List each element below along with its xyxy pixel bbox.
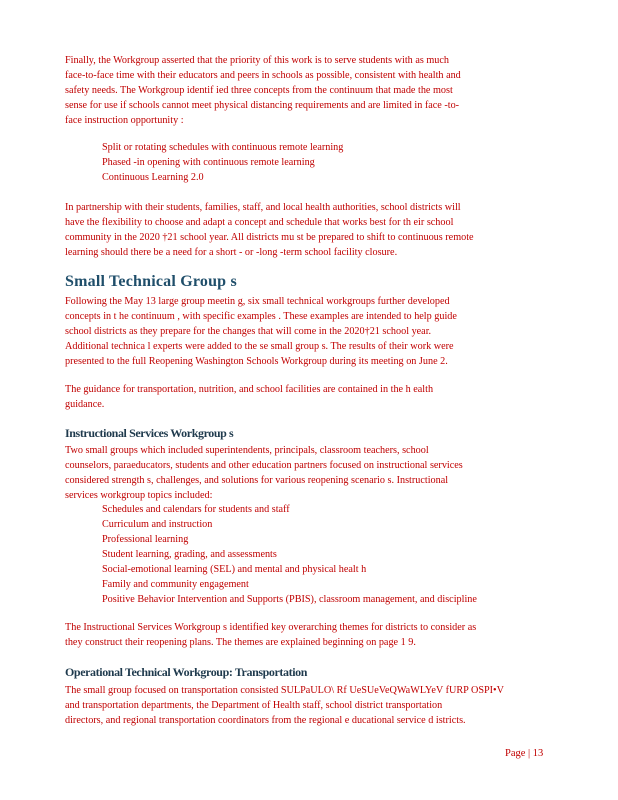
text-line: The Instructional Services Workgroup s identified key overarching themes for districts to consider as xyxy=(65,622,477,633)
text-line: Two small groups which included superintendents, principals, classroom teachers, school xyxy=(65,445,429,456)
paragraph-guidance xyxy=(65,382,545,412)
list-item: Split or rotating schedules with continuous remote learning xyxy=(102,142,344,153)
list-item: Student learning, grading, and assessments xyxy=(102,549,277,560)
text-line: services workgroup topics included: xyxy=(65,490,213,501)
text-line: and transportation departments, the Department of Health staff, school district transportation xyxy=(65,700,443,711)
text-line: counselors, paraeducators, students and other education partners focused on instructional services xyxy=(65,460,463,471)
heading-small-technical-groups: Small Technical Group s xyxy=(65,273,237,290)
paragraph-partnership xyxy=(65,200,545,260)
paragraph-small-groups xyxy=(65,294,545,369)
paragraph-priority xyxy=(65,53,545,128)
text-line: Finally, the Workgroup asserted that the priority of this work is to serve students with as much xyxy=(65,55,449,66)
text-line: sense for use if schools cannot meet physical distancing requirements and are limited in face -to- xyxy=(65,100,460,111)
text-line: safety needs. The Workgroup identif ied three concepts from the continuum that made the most xyxy=(65,85,453,96)
list-item: Social-emotional learning (SEL) and mental and physical healt h xyxy=(102,564,367,575)
heading-transportation: Operational Technical Workgroup: Transportation xyxy=(65,665,308,679)
list-item: Family and community engagement xyxy=(102,579,249,590)
page-number: Page | 13 xyxy=(505,748,544,759)
list-item: Curriculum and instruction xyxy=(102,519,213,530)
text-line: face instruction opportunity : xyxy=(65,115,184,126)
text-line: presented to the full Reopening Washington Schools Workgroup during its meeting on June 2. xyxy=(65,356,448,367)
paragraph-transportation xyxy=(65,683,545,728)
heading-instructional-services: Instructional Services Workgroup s xyxy=(65,426,234,440)
paragraph-instructional xyxy=(65,443,545,503)
list-item: Continuous Learning 2.0 xyxy=(102,172,204,183)
list-item: Positive Behavior Intervention and Supports (PBIS), classroom management, and discipline xyxy=(102,594,477,605)
text-line: The guidance for transportation, nutrition, and school facilities are contained in the h ealth xyxy=(65,384,434,395)
text-line: guidance. xyxy=(65,399,105,410)
list-item: Phased -in opening with continuous remote learning xyxy=(102,157,315,168)
text-line: face-to-face time with their educators and peers in schools as possible, consistent with health and xyxy=(65,70,461,81)
topics-list xyxy=(84,502,477,607)
text-line: directors, and regional transportation coordinators from the regional e ducational service d istricts. xyxy=(65,715,466,726)
text-line: concepts in t he continuum , with specific examples . These examples are intended to help guide xyxy=(65,311,457,322)
text-line: Following the May 13 large group meetin g, six small technical workgroups further developed xyxy=(65,296,450,307)
text-line: Additional technica l experts were added to the se small group s. The results of their work were xyxy=(65,341,454,352)
text-line: school districts as they prepare for the changes that will come in the 2020†21 school year. xyxy=(65,326,432,337)
concepts-list xyxy=(84,140,343,185)
text-line: they construct their reopening plans. The themes are explained beginning on page 1 9. xyxy=(65,637,416,648)
list-item: Professional learning xyxy=(102,534,189,545)
text-line: considered strength s, challenges, and solutions for various reopening scenario s. Instructional xyxy=(65,475,449,486)
text-line: The small group focused on transportation consisted SULPaULO\ Rf UeSUeVeQWaWLYeV fURP OSPI•V xyxy=(65,685,504,696)
text-line: have the flexibility to choose and adapt a concept and schedule that works best for th eir school xyxy=(65,217,454,228)
paragraph-themes xyxy=(65,620,545,650)
text-line: community in the 2020 †21 school year. All districts mu st be prepared to shift to continuous remote xyxy=(65,232,474,243)
text-line: learning should there be a need for a short - or -long -term school facility closure. xyxy=(65,247,398,258)
list-item: Schedules and calendars for students and staff xyxy=(102,504,290,515)
text-line: In partnership with their students, families, staff, and local health authorities, school districts will xyxy=(65,202,461,213)
